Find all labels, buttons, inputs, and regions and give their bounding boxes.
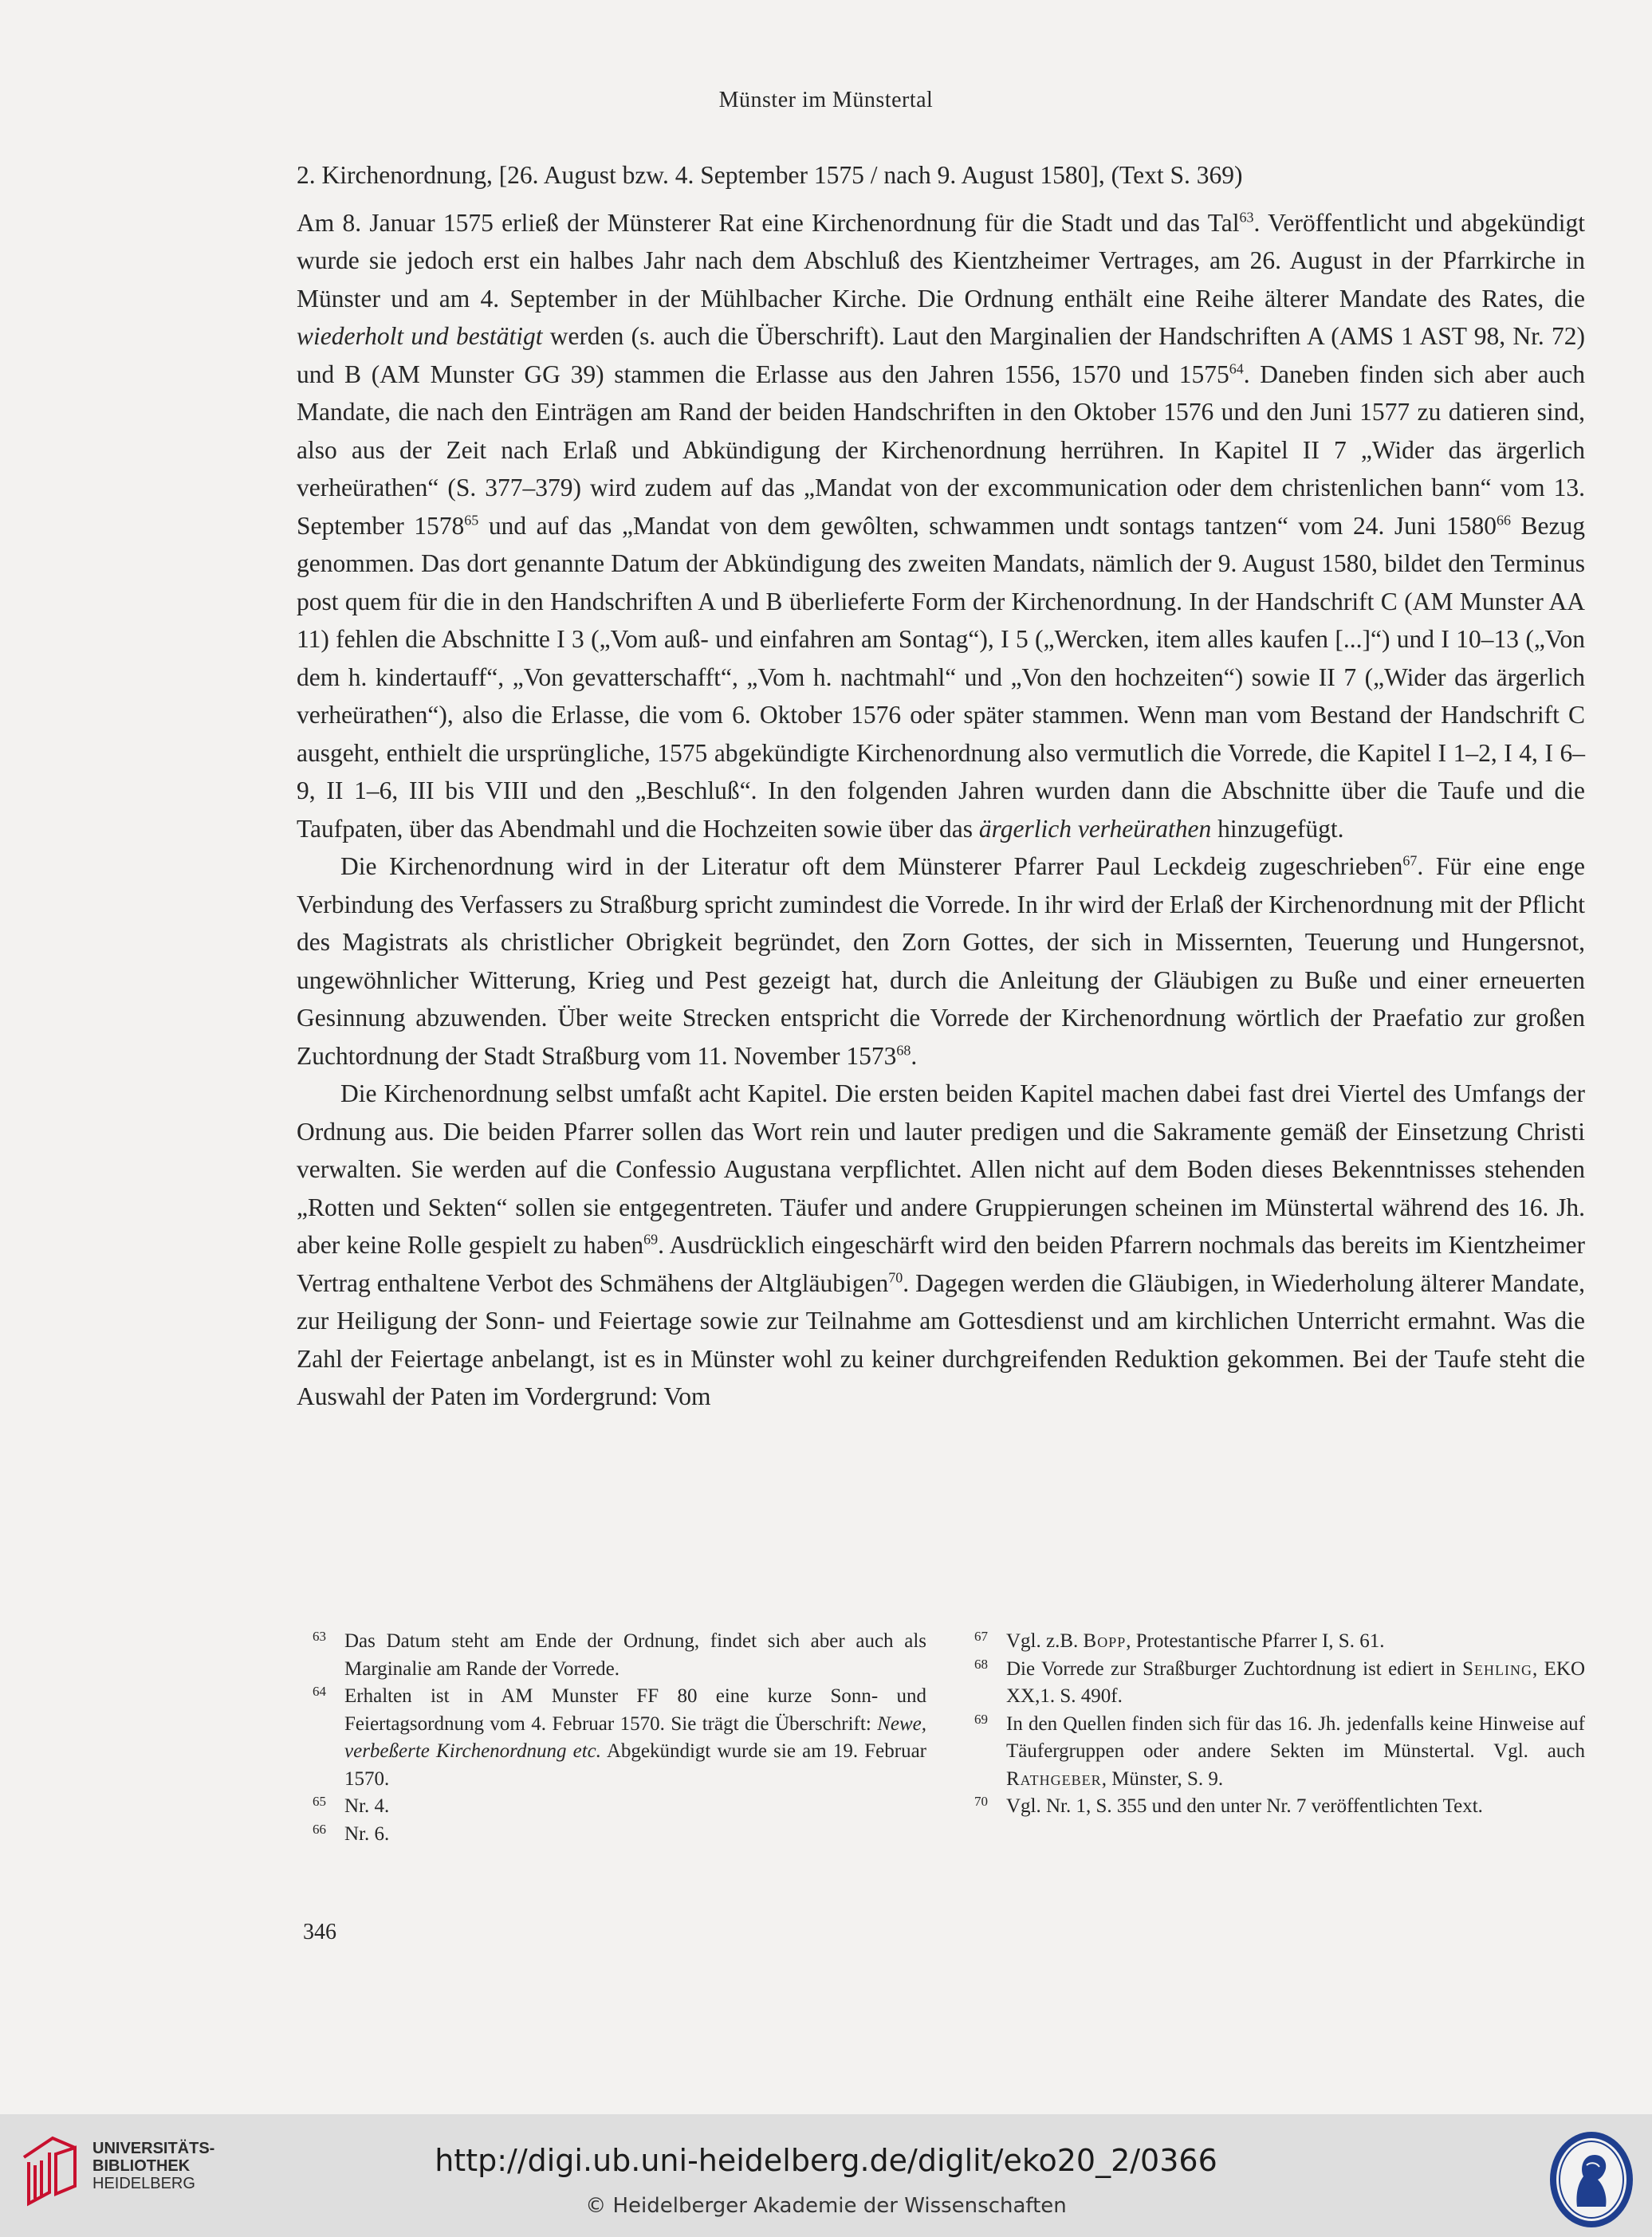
university-library-name: UNIVERSITÄTS- BIBLIOTHEK HEIDELBERG <box>92 2140 215 2192</box>
paragraph-3: Die Kirchenordnung selbst umfaßt acht Kapitel. Die ersten beiden Kapitel machen dabei fast drei Viertel des Umfangs der Ordnung aus. Die beiden Pfarrer sollen das Wort rein und lauter predigen und die Sakramente gemäß der Einsetzung Christi verwalten. Sie werden auf die Confessio Augustana verpflichtet. Allen nicht auf dem Boden dieses Bekenntnisses stehenden „Rotten und Sekten“ sollen sie entgegentreten. Täufer und andere Gruppierungen scheinen im Münstertal während des 16. Jh. aber keine Rolle gespielt zu haben$^{69}$. Ausdrücklich eingeschärft wird den beiden Pfarrern nochmals das bereits im Kientzheimer Vertrag enthaltene Verbot des Schmähens der Altgläubigen$^{70}$. Dagegen werden die Gläubigen, in Wiederholung älterer Mandate, zur Heiligung der Sonn- und Feiertage sowie zur Teilnahme am Gottesdienst und am kirchlichen Unterricht ermahnt. Was die Zahl der Feiertage anbelangt, ist es in Münster wohl zu keiner durchgreifenden Reduktion gekommen. Bei der Taufe steht die Auswahl der Paten im Vordergrund: Vom <box>297 1079 1585 1410</box>
footnote-ref-68[interactable]: 68 <box>896 1042 911 1058</box>
running-head: Münster im Münstertal <box>718 88 934 112</box>
footnote-64: 64 Erhalten ist in AM Munster FF 80 eine kurze Sonn- und Feiertagsordnung vom 4. Februar 1570. Sie trägt die Überschrift: Newe, verbeßerte Kirchenordnung etc. Abgekündigt wurde sie am 19. Februar 1570. <box>313 1684 926 1790</box>
footnote-70: 70 Vgl. Nr. 1, S. 355 und den unter Nr. 7 veröffentlichten Text. <box>974 1794 1483 1817</box>
footnote-ref-70[interactable]: 70 <box>888 1269 903 1285</box>
footnote-63: 63 Das Datum steht am Ende der Ordnung, findet sich aber auch als Marginalie am Rande der Vorrede. <box>313 1629 926 1680</box>
footnote-67: 67 Vgl. z.B. Bopp, Protestantische Pfarrer I, S. 61. <box>974 1629 1385 1652</box>
footnote-ref-63[interactable]: 63 <box>1239 209 1254 225</box>
page-number: 346 <box>303 1920 336 1944</box>
paragraph-2: Die Kirchenordnung wird in der Literatur oft dem Münsterer Pfarrer Paul Leckdeig zugeschrieben$^{67}$. Für eine enge Verbindung des Verfassers zu Straßburg spricht zumindest die Vorrede. In ihr wird der Erlaß der Kirchenordnung mit der Pflicht des Magistrats als christlicher Obrigkeit begründet, den Zorn Gottes, der sich in Missernten, Teuerung und Hungersnot, ungewöhnlicher Witterung, Krieg und Pest gezeigt hat, durch die Anleitung der Gläubigen zu Buße und einer erneuerten Gesinnung abzuwenden. Über weite Strecken entspricht die Vorrede der Kirchenordnung wörtlich der Praefatio zur großen Zuchtordnung der Stadt Straßburg vom 11. November 1573$^{68}$. <box>297 852 1585 1070</box>
footnote-68: 68 Die Vorrede zur Straßburger Zuchtordnung ist ediert in Sehling, EKO XX,1. S. 490f. <box>974 1656 1585 1707</box>
footnotes-left-column <box>313 1628 926 1848</box>
paragraph-1: Am 8. Januar 1575 erließ der Münsterer Rat eine Kirchenordnung für die Stadt und das Tal$^{63}$. Veröffentlicht und abgekündigt wurde sie jedoch erst ein halbes Jahr nach dem Abschluß des Kientzheimer Vertrages, am 26. August in der Pfarrkirche in Münster und am 4. September in der Mühlbacher Kirche. Die Ordnung enthält eine Reihe älterer Mandate des Rates, die wiederholt und bestätigt werden (s. auch die Überschrift). Laut den Marginalien der Handschriften A (AMS 1 AST 98, Nr. 72) und B (AM Munster GG 39) stammen die Erlasse aus den Jahren 1556, 1570 und 1575$^{64}$. Daneben finden sich aber auch Mandate, die nach den Einträgen am Rand der beiden Handschriften in den Oktober 1576 und den Juni 1577 zu datieren sind, also aus der Zeit nach Erlaß und Abkündigung der Kirchenordnung herrühren. In Kapitel II 7 „Wider das ärgerlich verheürathen“ (S. 377–379) wird zudem auf das „Mandat von der excommunication oder dem christenlichen bann“ vom 13. September 1578$^{65}$ und auf das „Mandat von dem gewôlten, schwammen undt sontags tantzen“ vom 24. Juni 1580$^{66}$ Bezug genommen. Das dort genannte Datum der Abkündigung des zweiten Mandats, nämlich der 9. August 1580, bildet den Terminus post quem für die in den Handschriften A und B überlieferte Form der Kirchenordnung. In der Handschrift C (AM Munster AA 11) fehlen die Abschnitte I 3 („Vom auß- und einfahren am Sontag“), I 5 („Wercken, item alles kaufen [...]“) und I 10–13 („Von dem h. kindertauff“, „Von gevatterschafft“, „Vom h. nachtmahl“ und „Von den hochzeiten“) sowie II 7 („Wider das ärgerlich verheürathen“), also die Erlasse, die vom 6. Oktober 1576 oder später stammen. Wenn man vom Bestand der Handschrift C ausgeht, enthielt die ursprüngliche, 1575 abgekündigte Kirchenordnung also vermutlich die Vorrede, die Kapitel I 1–2, I 4, I 6–9, II 1–6, III bis VIII und den „Beschluß“. In den folgenden Jahren wurden dann die Abschnitte über die Taufe und die Taufpaten, über das Abendmahl und die Hochzeiten sowie über das ärgerlich verheürathen hinzugefügt. <box>297 208 1585 843</box>
copyright-notice: © Heidelberger Akademie der Wissenschaften <box>585 2194 1067 2218</box>
footnote-ref-66[interactable]: 66 <box>1496 512 1511 528</box>
footnote-65: 65 Nr. 4. <box>313 1794 390 1817</box>
section-heading: 2. Kirchenordnung, [26. August bzw. 4. September 1575 / nach 9. August 1580], (Text S. 369) <box>297 161 1243 189</box>
footnote-66: 66 Nr. 6. <box>313 1821 390 1845</box>
footnote-ref-64[interactable]: 64 <box>1229 360 1244 376</box>
footnote-69: 69 In den Quellen finden sich für das 16. Jh. jedenfalls keine Hinweise auf Täufergruppen oder andere Sekten im Münstertal. Vgl. auch Rathgeber, Münster, S. 9. <box>974 1711 1585 1790</box>
main-text <box>297 156 1585 1416</box>
footnotes-right-column <box>974 1628 1585 1821</box>
footnote-ref-69[interactable]: 69 <box>643 1231 659 1248</box>
footnote-ref-67[interactable]: 67 <box>1402 852 1418 869</box>
permalink-url[interactable]: http://digi.ub.uni-heidelberg.de/diglit/eko20_2/0366 <box>435 2143 1217 2178</box>
academy-seal-icon <box>1548 2130 1634 2229</box>
footnote-ref-65[interactable]: 65 <box>464 512 479 528</box>
